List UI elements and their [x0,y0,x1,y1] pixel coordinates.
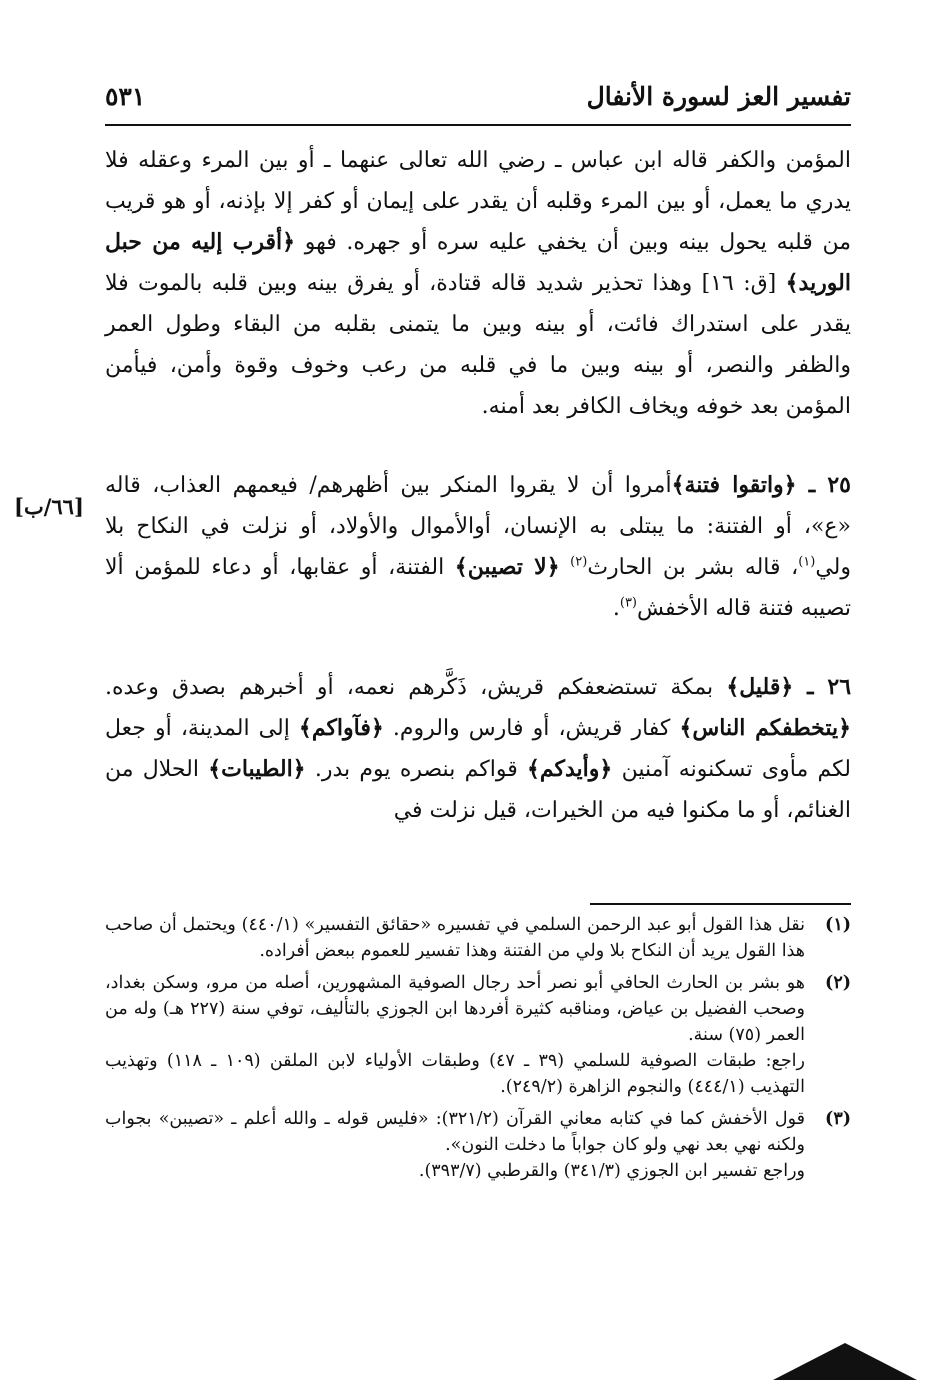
footnote-2 [105,970,851,1100]
footnotes [105,912,851,1190]
quran-quote: ﴿يتخطفكم الناس﴾ [679,715,851,741]
quran-quote: ﴿أقرب إليه من حبل الوريد﴾ [105,229,851,296]
text-run: [ق: ١٦] وهذا تحذير شديد قاله قتادة، أو يفرق بينه وبين قلبه بالموت فلا يقدر على استدراك فائت، أو بينه وبين ما يتمنى بقلبه من البقاء وطول العمر والظفر والنصر، أو بينه وبين ما في قلبه من رعب وخوف وقوة وأمن، فيأمن المؤمن بعد خوفه ويخاف الكافر بعد أمنه. [105,271,851,419]
quran-quote: ﴿فآواكم﴾ [298,715,384,741]
page-header [105,78,851,118]
footnote-number: (٣) [825,1109,851,1129]
text-run: إلى المدينة، أو جعل لكم مأوى تسكنونه آمنين [105,716,851,782]
footnote-3 [105,1106,851,1184]
text-run [560,555,571,580]
verse-number: ٢٥ ـ [796,472,851,498]
header-rule [105,124,851,126]
footnote-text: نقل هذا القول أبو عبد الرحمن السلمي في تفسيره «حقائق التفسير» (٤٤٠/١) ويحتمل أن صاحب هذا القول يريد أن النكاح بلا ولي من الفتنة وهذا تفسير للعموم ببعض أفراده. [105,915,806,961]
page-number: ٥٣١ [105,82,146,111]
footnote-number: (٢) [825,973,851,993]
quran-quote: ﴿الطيبات﴾ [208,756,306,782]
paragraph-verse-25 [105,465,851,629]
text-run: ، قاله بشر بن الحارث [587,555,799,580]
quran-quote: ﴿لا تصيبن﴾ [454,554,560,580]
text-run: الفتنة، أو عقابها، أو دعاء للمؤمن ألا تصيبه فتنة قاله الأخفش [105,555,851,621]
quran-quote: ﴿واتقوا فتنة﴾ [671,472,797,498]
text-run: بمكة تستضعفكم قريش، ذَكَّرهم نعمه، أو أخبرهم بصدق وعده. [105,675,727,700]
footnote-text: هو بشر بن الحارث الحافي أبو نصر أحد رجال الصوفية المشهورين، أصله من مرو، وسكن بغداد، وصحب الفضيل بن عياض، ومناقبه كثيرة أفردها ابن الجوزي بالتأليف، توفي سنة (٢٢٧ هـ) وله من العمر (٧٥) سنة. [105,973,806,1045]
main-text [105,140,851,831]
text-run: كفار قريش، أو فارس والروم. [383,716,680,741]
footnote-text: وراجع تفسير ابن الجوزي (٣٤١/٣) والقرطبي (٣٩٣/٧). [418,1161,805,1181]
footnote-ref: (٣) [619,595,637,611]
text-run: المؤمن والكفر قاله ابن عباس ـ رضي الله تعالى عنهما ـ أو بين المرء وعقله فلا يدري ما يعمل، أو بين المرء وقلبه أن يقدر على إيمان أو كفر إلا بإذنه، أو هو قريب من قلبه يحول بينه وبين أن يخفي عليه سره أو جهره. فهو [105,148,852,255]
footnote-text: راجع: طبقات الصوفية للسلمي (٣٩ ـ ٤٧) وطبقات الأولياء لابن الملقن (١٠٩ ـ ١١٨) وتهذيب التهذيب (٤٤٤/١) والنجوم الزاهرة (٢٤٩/٢). [105,1051,805,1097]
manuscript-folio-note: [٦٦/ب] [14,494,84,519]
text-run: أمروا أن لا يقروا المنكر بين أظهرهم/ فيعمهم العذاب، قاله «ع»، أو الفتنة: ما يبتلى به الإنسان، أوالأموال والأولاد، أو نزلت في النكاح بلا ولي [105,473,852,580]
footnote-1 [105,912,851,964]
footnote-ref: (٢) [570,554,588,570]
text-run: الحلال من الغنائم، أو ما مكنوا فيه من الخيرات، قيل نزلت في [105,757,851,823]
paragraph-verse-26 [105,667,851,831]
footnote-rule [590,903,851,905]
verse-number: ٢٦ ـ [793,674,852,700]
running-title: تفسير العز لسورة الأنفال [586,82,851,111]
text-run: . [612,596,620,621]
quran-quote: ﴿وأيدكم﴾ [527,756,613,782]
page-corner-triangle [773,1343,917,1380]
quran-quote: ﴿قليل﴾ [726,674,794,700]
footnote-ref: (١) [798,554,816,570]
footnote-number: (١) [825,915,851,935]
text-run: قواكم بنصره يوم بدر. [305,757,527,782]
paragraph-1 [105,140,851,427]
footnote-text: قول الأخفش كما في كتابه معاني القرآن (٣٢١/٢): «فليس قوله ـ والله أعلم ـ «تصيبن» بجواب ولكنه نهي بعد نهي ولو كان جواباً ما دخلت النون». [105,1109,805,1155]
